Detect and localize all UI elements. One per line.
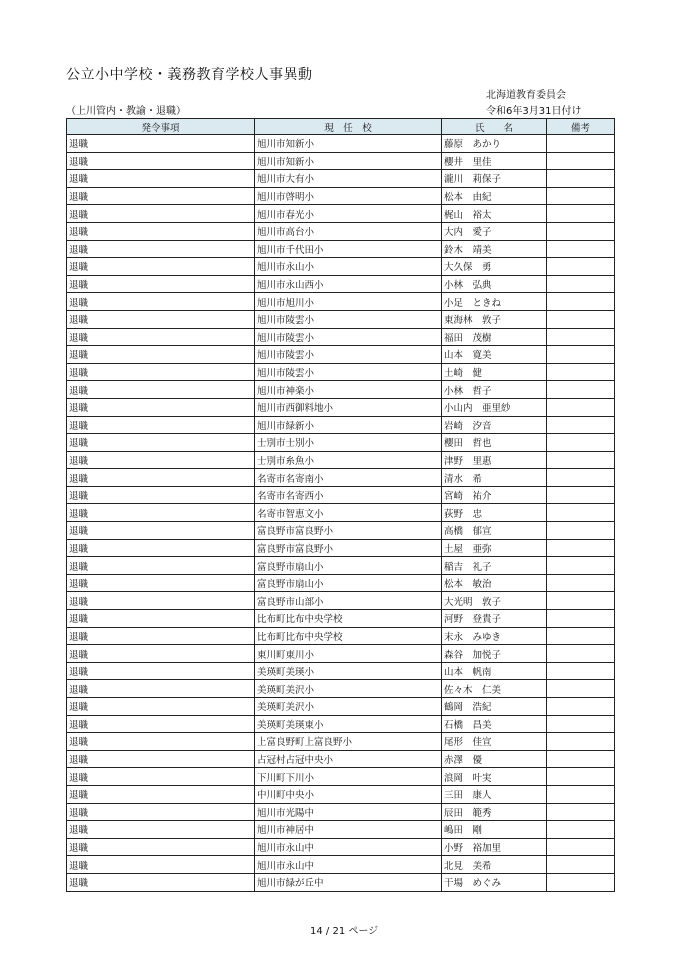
cell-name: 鶴岡 浩紀 [442, 698, 547, 716]
cell-school: 美瑛町美沢小 [255, 698, 442, 716]
cell-action: 退職 [67, 680, 255, 698]
cell-action: 退職 [67, 733, 255, 751]
cell-school: 名寄市智恵文小 [255, 504, 442, 522]
cell-name: 大久保 勇 [442, 258, 547, 276]
column-header-name: 氏 名 [442, 119, 547, 135]
column-header-school: 現 任 校 [255, 119, 442, 135]
cell-action: 退職 [67, 557, 255, 575]
table-row [67, 698, 615, 716]
cell-school: 美瑛町美沢小 [255, 680, 442, 698]
cell-name: 岩崎 汐音 [442, 416, 547, 434]
cell-note [547, 785, 615, 803]
cell-action: 退職 [67, 451, 255, 469]
cell-action: 退職 [67, 328, 255, 346]
table-row [67, 504, 615, 522]
cell-school: 旭川市陵雲小 [255, 328, 442, 346]
cell-name: 小林 哲子 [442, 381, 547, 399]
table-row [67, 785, 615, 803]
cell-note [547, 434, 615, 452]
cell-school: 旭川市緑新小 [255, 416, 442, 434]
cell-action: 退職 [67, 398, 255, 416]
table-row [67, 152, 615, 170]
cell-note [547, 645, 615, 663]
cell-note [547, 803, 615, 821]
cell-action: 退職 [67, 574, 255, 592]
table-row [67, 680, 615, 698]
cell-name: 嶋田 剛 [442, 821, 547, 839]
cell-action: 退職 [67, 856, 255, 874]
cell-school: 占冠村占冠中央小 [255, 750, 442, 768]
cell-school: 美瑛町美瑛小 [255, 662, 442, 680]
cell-action: 退職 [67, 293, 255, 311]
cell-name: 福田 茂樹 [442, 328, 547, 346]
cell-school: 旭川市陵雲小 [255, 363, 442, 381]
cell-action: 退職 [67, 821, 255, 839]
cell-name: 津野 里惠 [442, 451, 547, 469]
cell-note [547, 522, 615, 540]
cell-name: 梶山 裕太 [442, 205, 547, 223]
cell-note [547, 469, 615, 487]
cell-action: 退職 [67, 750, 255, 768]
cell-note [547, 680, 615, 698]
issuing-organization: 北海道教育委員会 [486, 90, 566, 101]
cell-name: 東海林 敦子 [442, 310, 547, 328]
cell-action: 退職 [67, 135, 255, 153]
cell-note [547, 486, 615, 504]
cell-school: 旭川市緑が丘中 [255, 873, 442, 891]
table-header-row [67, 119, 615, 135]
cell-action: 退職 [67, 715, 255, 733]
cell-name: 松本 敏治 [442, 574, 547, 592]
cell-note [547, 768, 615, 786]
document-subtitle: （上川管内・教諭・退職） [66, 106, 186, 117]
cell-note [547, 451, 615, 469]
table-row [67, 873, 615, 891]
cell-action: 退職 [67, 469, 255, 487]
document-title: 公立小中学校・義務教育学校人事異動 [66, 67, 313, 83]
table-row [67, 469, 615, 487]
table-row [67, 135, 615, 153]
cell-school: 富良野市山部小 [255, 592, 442, 610]
cell-name: 高橋 郁宣 [442, 522, 547, 540]
table-row [67, 416, 615, 434]
cell-name: 瀧川 莉保子 [442, 170, 547, 188]
cell-name: 干場 めぐみ [442, 873, 547, 891]
cell-note [547, 416, 615, 434]
cell-action: 退職 [67, 785, 255, 803]
table-row [67, 398, 615, 416]
cell-note [547, 293, 615, 311]
cell-note [547, 240, 615, 258]
cell-name: 大内 愛子 [442, 222, 547, 240]
cell-school: 比布町比布中央学校 [255, 610, 442, 628]
cell-note [547, 627, 615, 645]
table-row [67, 733, 615, 751]
cell-note [547, 698, 615, 716]
cell-school: 旭川市知新小 [255, 135, 442, 153]
cell-name: 赤澤 優 [442, 750, 547, 768]
cell-note [547, 258, 615, 276]
cell-note [547, 135, 615, 153]
cell-note [547, 310, 615, 328]
table-body [67, 135, 615, 892]
table-row [67, 381, 615, 399]
cell-school: 旭川市永山小 [255, 258, 442, 276]
cell-action: 退職 [67, 698, 255, 716]
table-row [67, 610, 615, 628]
cell-school: 旭川市春光小 [255, 205, 442, 223]
table-row [67, 205, 615, 223]
cell-action: 退職 [67, 222, 255, 240]
cell-note [547, 205, 615, 223]
cell-name: 鈴木 靖美 [442, 240, 547, 258]
cell-school: 名寄市名寄南小 [255, 469, 442, 487]
cell-school: 美瑛町美瑛東小 [255, 715, 442, 733]
cell-school: 旭川市旭川小 [255, 293, 442, 311]
cell-action: 退職 [67, 627, 255, 645]
cell-action: 退職 [67, 205, 255, 223]
table-row [67, 310, 615, 328]
table-row [67, 170, 615, 188]
table-row [67, 557, 615, 575]
cell-name: 浪岡 叶実 [442, 768, 547, 786]
cell-school: 士別市糸魚小 [255, 451, 442, 469]
cell-note [547, 821, 615, 839]
cell-name: 辰田 範秀 [442, 803, 547, 821]
cell-note [547, 328, 615, 346]
table-row [67, 715, 615, 733]
cell-action: 退職 [67, 645, 255, 663]
cell-school: 旭川市高台小 [255, 222, 442, 240]
cell-action: 退職 [67, 838, 255, 856]
cell-school: 旭川市永山中 [255, 838, 442, 856]
column-header-action: 発令事項 [67, 119, 255, 135]
table-row [67, 522, 615, 540]
cell-action: 退職 [67, 275, 255, 293]
cell-action: 退職 [67, 363, 255, 381]
table-row [67, 592, 615, 610]
cell-note [547, 170, 615, 188]
cell-school: 旭川市千代田小 [255, 240, 442, 258]
column-header-note: 備考 [547, 119, 615, 135]
table-row [67, 451, 615, 469]
cell-school: 旭川市神居中 [255, 821, 442, 839]
cell-name: 三田 康人 [442, 785, 547, 803]
cell-note [547, 557, 615, 575]
cell-school: 上富良野町上富良野小 [255, 733, 442, 751]
cell-note [547, 363, 615, 381]
cell-name: 河野 登貴子 [442, 610, 547, 628]
cell-school: 名寄市名寄西小 [255, 486, 442, 504]
cell-action: 退職 [67, 381, 255, 399]
cell-action: 退職 [67, 434, 255, 452]
cell-name: 小足 ときね [442, 293, 547, 311]
cell-note [547, 222, 615, 240]
cell-school: 富良野市扇山小 [255, 574, 442, 592]
cell-note [547, 539, 615, 557]
cell-school: 旭川市光陽中 [255, 803, 442, 821]
cell-action: 退職 [67, 416, 255, 434]
cell-name: 土屋 亜弥 [442, 539, 547, 557]
cell-name: 尾形 佳宣 [442, 733, 547, 751]
cell-note [547, 187, 615, 205]
cell-school: 旭川市神楽小 [255, 381, 442, 399]
cell-school: 旭川市西御料地小 [255, 398, 442, 416]
table-row [67, 293, 615, 311]
cell-action: 退職 [67, 873, 255, 891]
cell-name: 清水 希 [442, 469, 547, 487]
cell-name: 櫻田 哲也 [442, 434, 547, 452]
cell-name: 稲吉 礼子 [442, 557, 547, 575]
cell-action: 退職 [67, 240, 255, 258]
cell-school: 旭川市陵雲小 [255, 346, 442, 364]
cell-action: 退職 [67, 522, 255, 540]
cell-note [547, 750, 615, 768]
table-row [67, 328, 615, 346]
cell-note [547, 733, 615, 751]
effective-date: 令和6年3月31日付け [486, 106, 582, 117]
cell-note [547, 592, 615, 610]
table-row [67, 627, 615, 645]
cell-school: 旭川市知新小 [255, 152, 442, 170]
cell-name: 宮崎 祐介 [442, 486, 547, 504]
cell-school: 東川町東川小 [255, 645, 442, 663]
cell-note [547, 398, 615, 416]
cell-note [547, 381, 615, 399]
cell-school: 旭川市啓明小 [255, 187, 442, 205]
table-row [67, 821, 615, 839]
cell-school: 旭川市永山中 [255, 856, 442, 874]
cell-name: 北見 美希 [442, 856, 547, 874]
table-row [67, 768, 615, 786]
cell-name: 松本 由紀 [442, 187, 547, 205]
cell-action: 退職 [67, 504, 255, 522]
cell-action: 退職 [67, 662, 255, 680]
table-row [67, 275, 615, 293]
cell-school: 旭川市陵雲小 [255, 310, 442, 328]
table-row [67, 645, 615, 663]
cell-action: 退職 [67, 170, 255, 188]
cell-note [547, 504, 615, 522]
cell-name: 櫻井 里佳 [442, 152, 547, 170]
personnel-table [66, 118, 615, 892]
cell-school: 中川町中央小 [255, 785, 442, 803]
table-row [67, 838, 615, 856]
cell-name: 石橋 昌美 [442, 715, 547, 733]
cell-school: 比布町比布中央学校 [255, 627, 442, 645]
cell-note [547, 152, 615, 170]
cell-note [547, 346, 615, 364]
cell-action: 退職 [67, 592, 255, 610]
cell-note [547, 574, 615, 592]
cell-note [547, 715, 615, 733]
cell-action: 退職 [67, 486, 255, 504]
table-row [67, 539, 615, 557]
table-row [67, 486, 615, 504]
cell-note [547, 662, 615, 680]
cell-name: 森谷 加悦子 [442, 645, 547, 663]
cell-name: 藤原 あかり [442, 135, 547, 153]
cell-school: 富良野市扇山小 [255, 557, 442, 575]
cell-name: 小山内 亜里紗 [442, 398, 547, 416]
table-row [67, 258, 615, 276]
cell-school: 士別市士別小 [255, 434, 442, 452]
table-row [67, 363, 615, 381]
cell-name: 荻野 忠 [442, 504, 547, 522]
cell-name: 小林 弘典 [442, 275, 547, 293]
cell-name: 大光明 敦子 [442, 592, 547, 610]
cell-note [547, 275, 615, 293]
table-row [67, 240, 615, 258]
cell-name: 佐々木 仁美 [442, 680, 547, 698]
cell-action: 退職 [67, 803, 255, 821]
cell-name: 土崎 健 [442, 363, 547, 381]
table-row [67, 662, 615, 680]
cell-action: 退職 [67, 346, 255, 364]
cell-name: 山本 寛美 [442, 346, 547, 364]
cell-action: 退職 [67, 187, 255, 205]
table-row [67, 434, 615, 452]
cell-school: 下川町下川小 [255, 768, 442, 786]
page-number: 14 / 21 ページ [310, 926, 379, 937]
cell-name: 山本 帆南 [442, 662, 547, 680]
cell-school: 富良野市富良野小 [255, 539, 442, 557]
cell-name: 末永 みゆき [442, 627, 547, 645]
cell-action: 退職 [67, 152, 255, 170]
cell-action: 退職 [67, 310, 255, 328]
cell-note [547, 873, 615, 891]
cell-school: 富良野市富良野小 [255, 522, 442, 540]
cell-action: 退職 [67, 768, 255, 786]
table-row [67, 750, 615, 768]
table-row [67, 187, 615, 205]
cell-name: 小野 裕加里 [442, 838, 547, 856]
cell-note [547, 838, 615, 856]
cell-note [547, 610, 615, 628]
table-row [67, 803, 615, 821]
cell-action: 退職 [67, 258, 255, 276]
table-row [67, 574, 615, 592]
table-row [67, 856, 615, 874]
cell-school: 旭川市大有小 [255, 170, 442, 188]
cell-action: 退職 [67, 610, 255, 628]
cell-action: 退職 [67, 539, 255, 557]
cell-school: 旭川市永山西小 [255, 275, 442, 293]
cell-note [547, 856, 615, 874]
table-row [67, 346, 615, 364]
table-row [67, 222, 615, 240]
